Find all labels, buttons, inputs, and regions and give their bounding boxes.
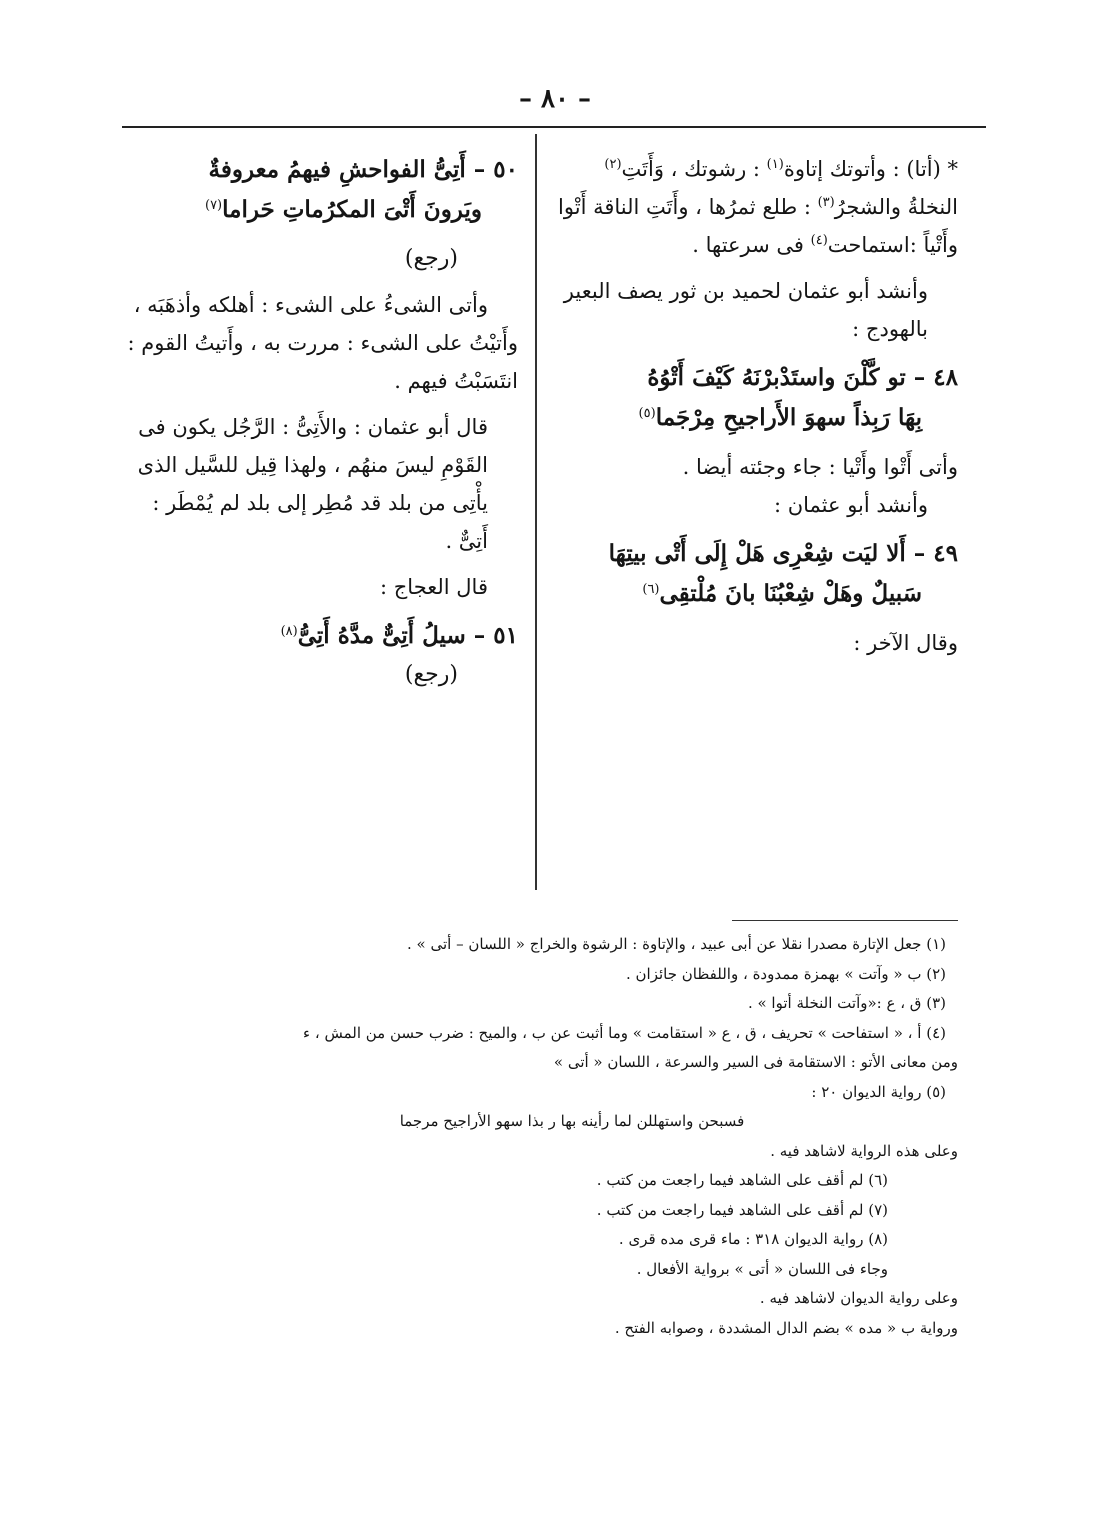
paragraph: قال العجاج : [380, 575, 488, 599]
right-column [554, 150, 958, 662]
footnote-8-note: وعلى رواية الديوان لاشاهد فيه . [759, 1289, 958, 1307]
meter-tag: (رجع) [404, 246, 458, 271]
verse-48-second [554, 398, 958, 438]
entry-text: : رشوتك ، [670, 157, 767, 181]
footnote-5-poem: فسبحن واستهللن لما رأينه بها ر بذا سهو الأراجيح مرجما [399, 1112, 745, 1130]
footnote-3: (٣) ق ، ع :«وآتت النخلة أتوا » . [747, 994, 946, 1012]
page-number: – ٨٠ – [518, 84, 592, 114]
footnote-7: (٧) لم أقف على الشاهد فيما راجعت من كتب . [596, 1200, 888, 1219]
footnote-ref-7[interactable]: (٧) [204, 198, 223, 213]
entry-text: فى سرعتها . [692, 233, 811, 257]
footnote-8: (٨) رواية الديوان ٣١٨ : ماء قرى مده قرى . [618, 1230, 888, 1248]
footnote-ref-6[interactable]: (٦) [642, 582, 660, 597]
left-column [118, 150, 518, 694]
verse-text: بِهَا رَبِذاً سهوَ الأَراجيحِ مِرْجَما [655, 404, 922, 431]
meter-tag: (رجع) [404, 662, 458, 687]
footnote-4: (٤) أ ، « استفاحت » تحريف ، ق ، ع « استقامت » وما أثبت عن ب ، والميح : ضرب حسن من المش ، ء [303, 1023, 946, 1042]
paragraph: وأنشد أبو عثمان لحميد بن ثور يصف البعير بالهودج : [563, 279, 928, 341]
entry-text: وَأَتَتِ [621, 157, 664, 181]
footnote-ref-4[interactable]: (٤) [810, 233, 828, 248]
verse-50-first: ٥٠ – أَتِىُّ الفواحشِ فيهمُ معروفةٌ [208, 156, 518, 183]
footnote-ref-2[interactable]: (٢) [604, 157, 622, 172]
footnote-8-note: ورواية ب « مده » بضم الدال المشددة ، وصوابه الفتح . [614, 1318, 958, 1337]
footnote-6: (٦) لم أقف على الشاهد فيما راجعت من كتب . [596, 1171, 888, 1189]
entry-ata [554, 150, 958, 264]
verse-51 [118, 616, 518, 656]
footnote-2: (٢) ب « وآتت » بهمزة ممدودة ، واللفظان جائزان . [625, 964, 946, 983]
top-rule [122, 126, 986, 128]
paragraph: وأَتيْتُ على الشىء : مررت به ، وأَتيتُ القوم : انتَسَبْتُ فيهم . [127, 331, 518, 393]
verse-text: ٥١ – سيلُ أَتِىٌّ مدَّهُ أَتِىُّ [297, 622, 518, 649]
paragraph: وأتى الشىءُ على الشىء : أهلكه وأذهَبَه ، [133, 293, 488, 317]
footnote-ref-5[interactable]: (٥) [638, 406, 656, 421]
verse-49-first: ٤٩ – أَلا ليَت شِعْرِى هَلْ إِلَى أَتْى بيتِهَا [608, 540, 958, 567]
paragraph: وأتى أَتْوا وأَتْيا : جاء وجئته أيضا . [682, 455, 958, 479]
footnote-8-continued: وجاء فى اللسان « أتى » برواية الأفعال . [636, 1259, 888, 1278]
footnote-ref-8[interactable]: (٨) [280, 624, 298, 639]
footnote-5: (٥) رواية الديوان ٢٠ : [811, 1082, 946, 1101]
paragraph: قال أبو عثمان : والأَتِىُّ : الرَّجُل يكون فى القَوْمِ ليسَ منهُم ، ولهذا قِيل للسَّيل الذى يأْتِى من بلد قد مُطِر إلى بلد لم يُمْطَر : أَتِىٌّ . [137, 415, 488, 553]
entry-text: النخلةُ والشجرُ [834, 195, 958, 219]
verse-50-second [118, 190, 518, 230]
footnote-ref-1[interactable]: (١) [766, 157, 784, 172]
footnote-rule [732, 920, 958, 921]
entry-text: * (أتا) : وأتوتك إتاوة [783, 157, 958, 181]
paragraph: وأنشد أبو عثمان : [773, 493, 928, 517]
footnotes [126, 930, 958, 1343]
footnote-4-continued: ومن معانى الأتو : الاستقامة فى السير والسرعة ، اللسان « أتى » [553, 1053, 958, 1071]
footnote-ref-3[interactable]: (٣) [817, 195, 835, 210]
entry-text: : طلع ثمرُها ، وأَتَتِ الناقة أَتْوا وأَتْياً :استماحت [558, 195, 958, 257]
verse-text: سَبيلٌ وهَلْ شِعْبُنَا بانَ مُلْتقِى [659, 580, 922, 607]
footnote-1: (١) جعل الإتارة مصدرا نقلا عن أبى عبيد ، والإتاوة : الرشوة والخراج « اللسان – أتى » . [407, 935, 946, 953]
verse-text: ويَرونَ أَتْىَ المكرُماتِ حَراما [222, 196, 482, 223]
verse-49-second [554, 574, 958, 614]
footnote-5-note: وعلى هذه الرواية لاشاهد فيه . [770, 1141, 958, 1160]
verse-48-first: ٤٨ – تو كَّلْنَ واستَدْبرْنَهُ كَيْفَ أَتْوُهُ [647, 364, 958, 391]
column-divider [535, 134, 537, 890]
paragraph: وقال الآخر : [853, 631, 958, 655]
